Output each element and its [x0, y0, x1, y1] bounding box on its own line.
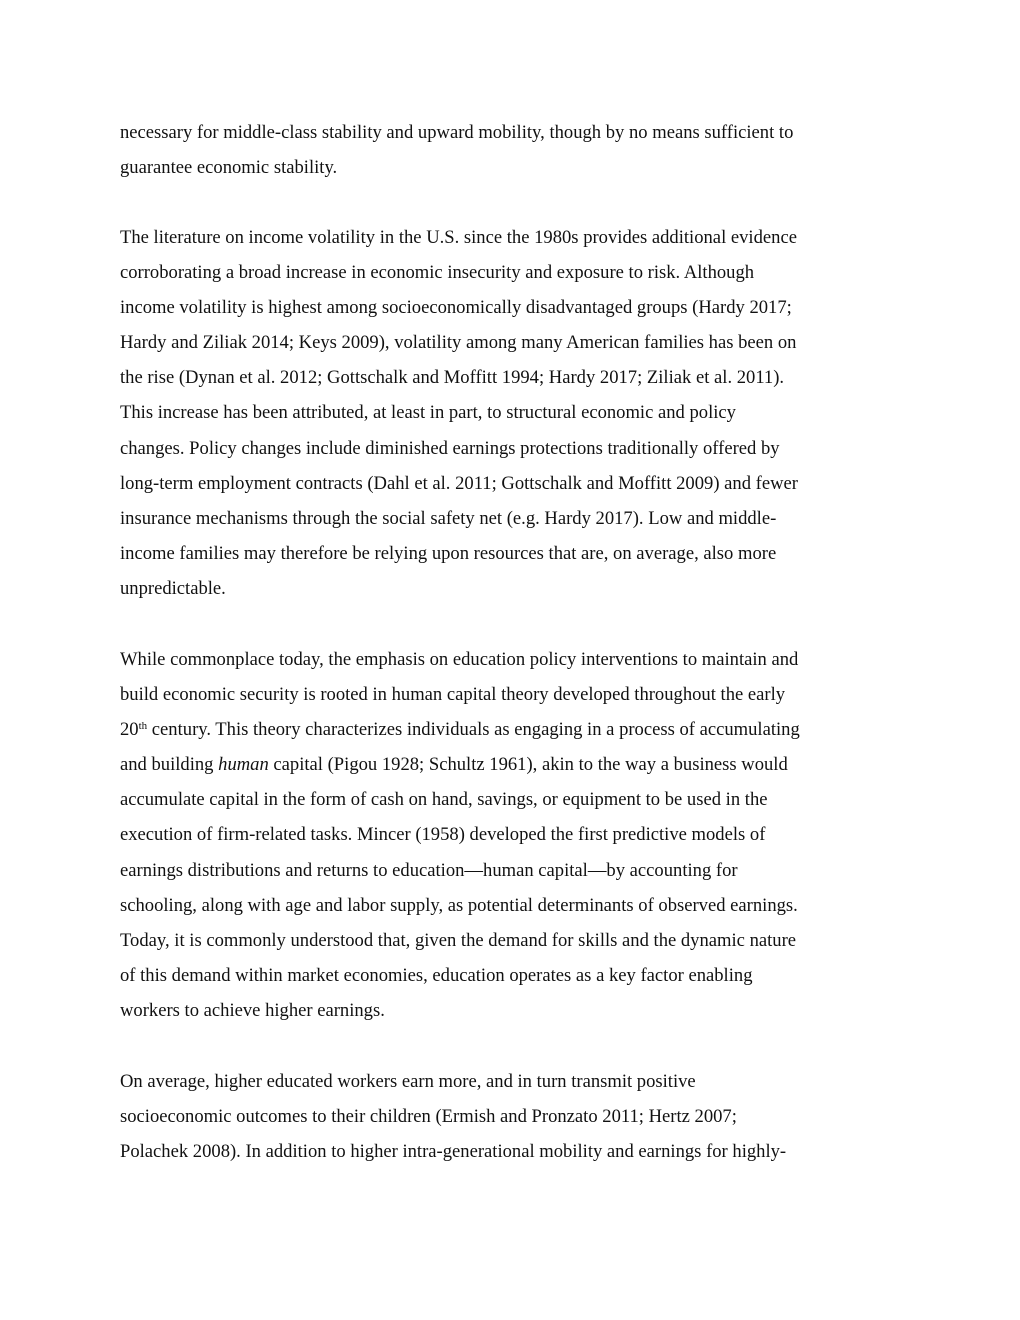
text-line: [120, 712, 910, 747]
ordinal-superscript: th: [138, 720, 148, 733]
text-line: Hardy and Ziliak 2014; Keys 2009), volatility among many American families has been on: [120, 332, 797, 354]
text-line: unpredictable.: [120, 577, 226, 599]
text-line: the rise (Dynan et al. 2012; Gottschalk and Moffitt 1994; Hardy 2017; Ziliak et al. 2011).: [120, 367, 785, 389]
text-line: [120, 747, 910, 782]
text-line: While commonplace today, the emphasis on education policy interventions to maintain and: [120, 649, 799, 670]
text-line: insurance mechanisms through the social safety net (e.g. Hardy 2017). Low and middle-: [120, 507, 777, 529]
text-line: Today, it is commonly understood that, given the demand for skills and the dynamic nature: [120, 929, 797, 951]
text-line: guarantee economic stability.: [120, 157, 338, 179]
text-line: On average, higher educated workers earn more, and in turn transmit positive: [120, 1071, 696, 1092]
paragraph-2: [120, 220, 910, 606]
text-line: of this demand within market economies, education operates as a key factor enabling: [120, 964, 753, 986]
text-line: earnings distributions and returns to education—human capital—by accounting for: [120, 859, 738, 881]
text-line: The literature on income volatility in the U.S. since the 1980s provides additional evidence: [120, 227, 797, 248]
text-line: corroborating a broad increase in economic insecurity and exposure to risk. Although: [120, 262, 755, 284]
text-line: build economic security is rooted in human capital theory developed throughout the early: [120, 684, 786, 706]
paragraph-4: [120, 1064, 910, 1169]
text-line: This increase has been attributed, at least in part, to structural economic and policy: [120, 402, 736, 424]
paragraph-1: [120, 115, 910, 185]
italic-term: human: [218, 754, 269, 776]
text-line: schooling, along with age and labor supply, as potential determinants of observed earnings.: [120, 894, 798, 916]
text-run: and building: [120, 754, 219, 776]
text-line: changes. Policy changes include diminished earnings protections traditionally offered by: [120, 437, 780, 459]
text-line: income volatility is highest among socioeconomically disadvantaged groups (Hardy 2017;: [120, 297, 792, 319]
text-run: century. This theory characterizes individuals as engaging in a process of accumulating: [147, 719, 800, 741]
ordinal-number: 20: [120, 719, 139, 741]
text-line: socioeconomic outcomes to their children (Ermish and Pronzato 2011; Hertz 2007;: [120, 1106, 737, 1128]
text-line: accumulate capital in the form of cash on hand, savings, or equipment to be used in the: [120, 789, 768, 811]
text-line: income families may therefore be relying upon resources that are, on average, also more: [120, 542, 777, 564]
text-line: workers to achieve higher earnings.: [120, 999, 385, 1021]
text-line: execution of firm-related tasks. Mincer (1958) developed the first predictive models of: [120, 824, 766, 846]
paragraph-3: [120, 642, 910, 1028]
text-run: capital (Pigou 1928; Schultz 1961), akin to the way a business would: [268, 754, 788, 776]
text-line: necessary for middle-class stability and upward mobility, though by no means sufficient to: [120, 122, 794, 143]
text-line: long-term employment contracts (Dahl et al. 2011; Gottschalk and Moffitt 2009) and fewer: [120, 472, 798, 494]
text-line: Polachek 2008). In addition to higher intra-generational mobility and earnings for highly-: [120, 1141, 787, 1163]
